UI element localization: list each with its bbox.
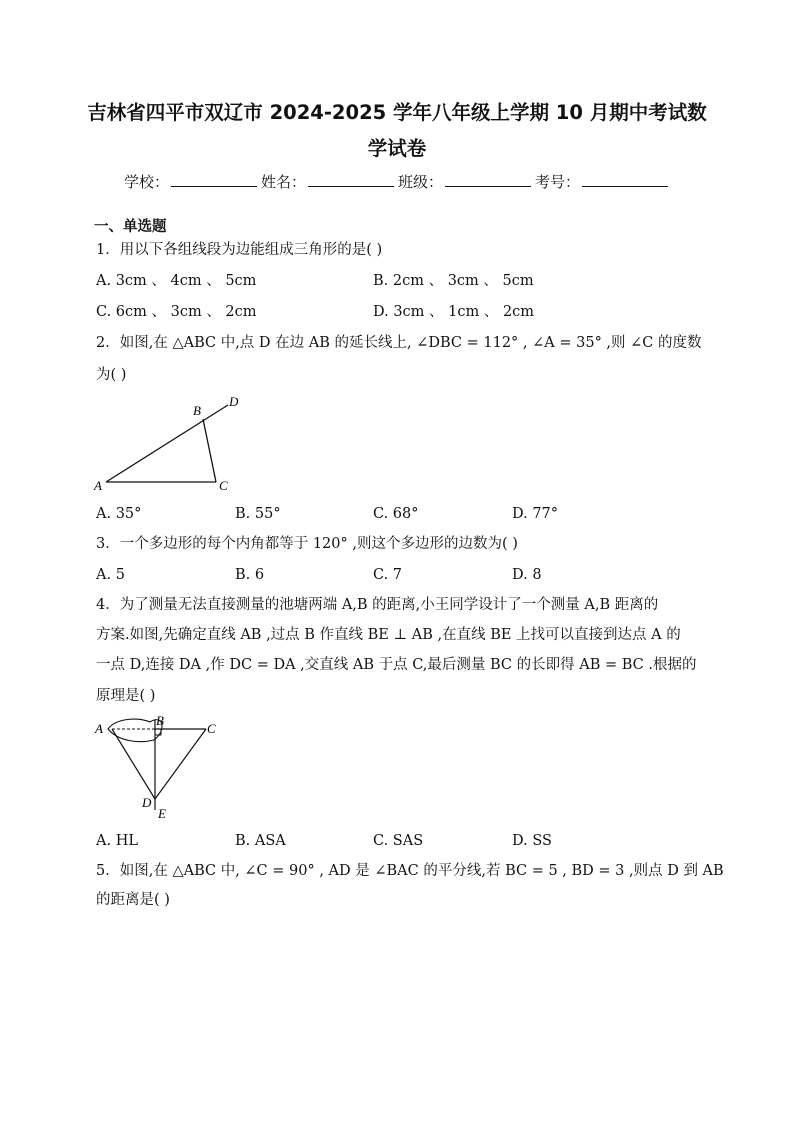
question-2-figure <box>90 390 250 498</box>
label-c: C <box>207 721 216 736</box>
label-d: D <box>142 795 152 810</box>
question-1-option-d[interactable]: D. 3cm 、 1cm 、 2cm <box>373 304 535 320</box>
question-3-option-b[interactable]: B. 6 <box>235 567 265 583</box>
exam-number-label: 考号： <box>535 173 581 191</box>
question-4-text-line2: 方案.如图,先确定直线 AB ,过点 B 作直线 BE ⊥ AB ,在直线 BE 上找可以直接到达点 A 的 <box>96 627 681 643</box>
question-4-option-a[interactable]: A. HL <box>96 833 138 849</box>
segment-bc <box>203 419 216 482</box>
label-a: A <box>94 478 102 493</box>
question-2-option-a[interactable]: A. 35° <box>96 506 142 522</box>
question-4-text-line4: 原理是( ) <box>96 688 156 704</box>
question-2-option-c[interactable]: C. 68° <box>373 506 419 522</box>
exam-number-blank[interactable] <box>582 171 668 187</box>
question-4-figure <box>90 710 230 825</box>
segment-ad <box>106 405 228 482</box>
segment-da <box>112 729 155 799</box>
question-5-text-line2: 的距离是( ) <box>96 892 170 908</box>
label-b: B <box>193 403 201 418</box>
question-2-option-b[interactable]: B. 55° <box>235 506 281 522</box>
name-blank[interactable] <box>308 171 394 187</box>
student-info-row <box>124 171 672 192</box>
question-3-option-c[interactable]: C. 7 <box>373 567 403 583</box>
exam-title-line2: 学试卷 <box>367 137 427 160</box>
label-b: B <box>156 713 164 728</box>
school-blank[interactable] <box>171 171 257 187</box>
question-4-text-line3: 一点 D,连接 DA ,作 DC = DA ,交直线 AB 于点 C,最后测量 BC 的长即得 AB = BC .根据的 <box>96 657 697 673</box>
school-label: 学校： <box>124 173 170 191</box>
question-4-option-c[interactable]: C. SAS <box>373 833 424 849</box>
question-3-option-a[interactable]: A. 5 <box>96 567 125 583</box>
question-5-text-line1: 5．如图,在 △ABC 中, ∠C = 90° , AD 是 ∠BAC 的平分线,若 BC = 5 , BD = 3 ,则点 D 到 AB <box>96 863 724 879</box>
section-title: 一、单选题 <box>94 219 167 235</box>
question-2-option-d[interactable]: D. 77° <box>512 506 559 522</box>
question-3-option-d[interactable]: D. 8 <box>512 567 542 583</box>
question-1-option-b[interactable]: B. 2cm 、 3cm 、 5cm <box>373 273 534 289</box>
exam-title-line1: 吉林省四平市双辽市 2024-2025 学年八年级上学期 10 月期中考试数 <box>87 101 707 124</box>
label-e: E <box>158 806 166 821</box>
label-a: A <box>95 721 103 736</box>
question-2-text-line2: 为( ) <box>96 367 127 383</box>
pond-shape <box>108 719 162 742</box>
question-1-text: 1．用以下各组线段为边能组成三角形的是( ) <box>96 242 383 258</box>
question-4-option-b[interactable]: B. ASA <box>235 833 286 849</box>
question-4-text-line1: 4．为了测量无法直接测量的池塘两端 A,B 的距离,小王同学设计了一个测量 A,B 距离的 <box>96 597 659 613</box>
class-blank[interactable] <box>445 171 531 187</box>
class-label: 班级： <box>398 173 444 191</box>
label-c: C <box>219 478 228 493</box>
question-3-text: 3．一个多边形的每个内角都等于 120° ,则这个多边形的边数为( ) <box>96 536 518 552</box>
question-2-text-line1: 2．如图,在 △ABC 中,点 D 在边 AB 的延长线上, ∠DBC = 112° , ∠A = 35° ,则 ∠C 的度数 <box>96 335 702 351</box>
name-label: 姓名： <box>261 173 307 191</box>
segment-dc <box>155 729 206 799</box>
question-1-option-c[interactable]: C. 6cm 、 3cm 、 2cm <box>96 304 257 320</box>
question-4-option-d[interactable]: D. SS <box>512 833 552 849</box>
label-d: D <box>229 394 239 409</box>
question-1-option-a[interactable]: A. 3cm 、 4cm 、 5cm <box>96 273 257 289</box>
